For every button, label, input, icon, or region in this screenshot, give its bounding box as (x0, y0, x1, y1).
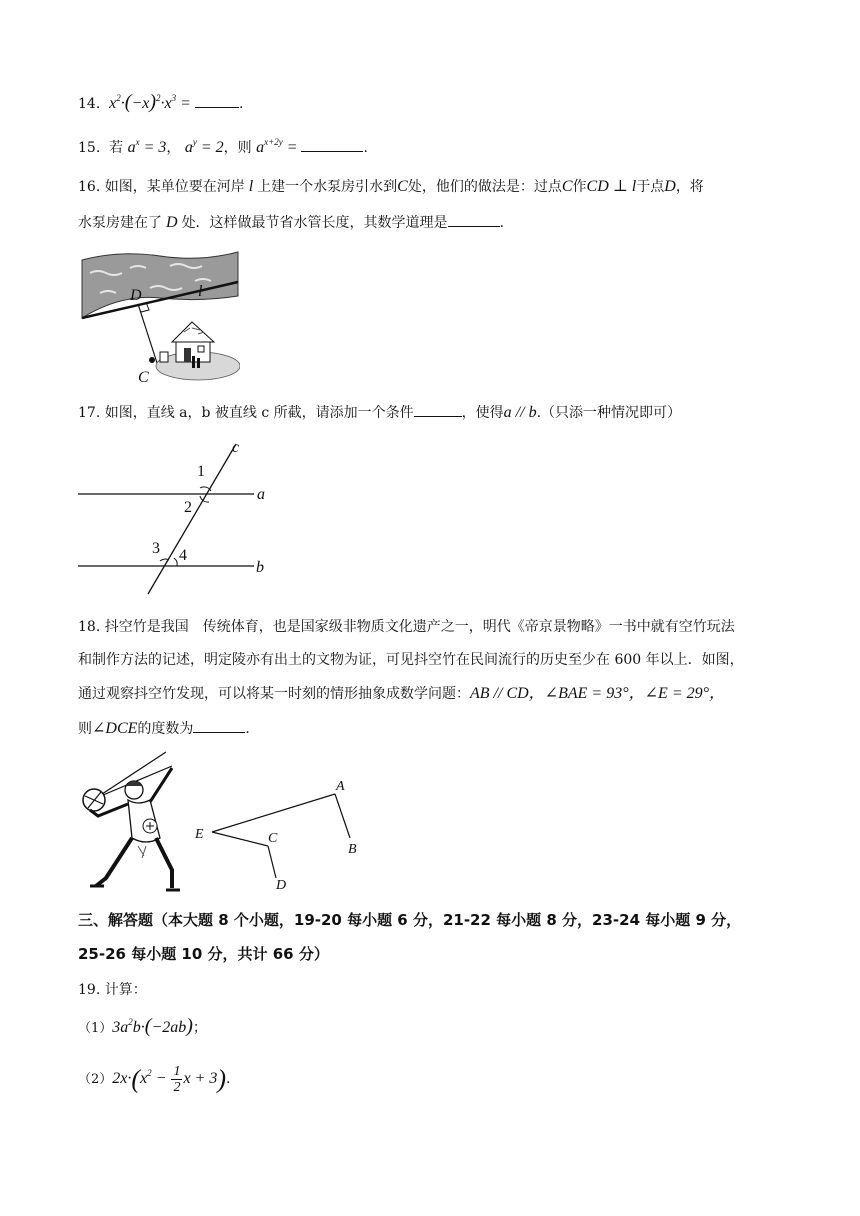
q16-text-f: ，将 (675, 179, 704, 195)
q18-number: 18. (78, 619, 101, 635)
q17-number: 17. (78, 405, 101, 421)
q16-text-c: 处，他们的做法是：过点 (407, 179, 562, 195)
q16-text-a: 如图，某单位要在河岸 (104, 179, 245, 195)
question-18-line-2 (78, 650, 744, 670)
q19-part-2-expression: $2x\cdot(x^2$ − $\frac{1}{2}$ x + 3) (112, 1064, 227, 1095)
q16-text-h: 处．这样做最节省水管长度，其数学道理是 (181, 215, 448, 231)
q19-part-2-tail: . (226, 1071, 231, 1088)
q15-if: 若 (109, 140, 124, 156)
q18-figure-diabolo-player (76, 746, 194, 894)
section-3-text-2: 25-26 每小题 10 分，共计 66 分） (78, 945, 329, 963)
q18-text-line2: 和制作方法的记述，明定陵亦有出土的文物为证，可见抖空竹在民间流行的历史至少在 600 年以上．如图， (78, 652, 744, 668)
q18-label-E: E (195, 827, 204, 842)
q16-D1: D (664, 178, 676, 195)
q18-text-line1: 抖空竹是我国 传统体育，也是国家级非物质文化遗产之一，明代《帝京景物略》一书中就有空竹玩法 (104, 619, 735, 635)
q17-label-b: b (256, 559, 264, 576)
q15-then: ，则 (223, 140, 252, 156)
q19-title: 计算： (104, 982, 147, 998)
q16-tail: . (499, 215, 505, 231)
section-3-heading-line-1 (78, 910, 741, 930)
q19-part-2-label: （2） (78, 1072, 113, 1088)
q16-label-C: C (138, 369, 149, 386)
question-17 (78, 402, 681, 423)
q16-l: l (244, 178, 258, 195)
q19-part-1 (78, 1016, 207, 1039)
q17-label-c: c (232, 439, 240, 456)
q17-answer-blank[interactable] (414, 402, 462, 417)
q17-figure-transversal (76, 436, 276, 598)
q16-text-d: 作 (572, 179, 587, 195)
q16-C1: C (397, 178, 408, 195)
question-19 (78, 980, 147, 1000)
q18-angle-DCE: ∠DCE (92, 720, 138, 737)
q16-figure-riverbank (80, 248, 240, 388)
q16-D2: D (162, 214, 182, 231)
q14-answer-blank[interactable] (195, 93, 239, 108)
q16-perp: CD ⊥ l (586, 178, 637, 195)
q15-cond-2: $a^y = 2$ (184, 137, 224, 156)
question-16-line-2 (78, 212, 504, 233)
q15-expression: $a^{x+2y}$ = (256, 137, 302, 156)
q18-tail: . (245, 721, 250, 737)
question-16-line-1 (78, 177, 704, 197)
q17-text-b: ，使得 (461, 405, 504, 421)
q16-number: 16. (78, 179, 101, 195)
q18-text-then: 则 (78, 721, 92, 737)
question-18-line-1 (78, 617, 735, 637)
q18-label-A: A (336, 779, 345, 794)
q19-part-1-tail: ； (192, 1020, 207, 1036)
q18-answer-blank[interactable] (193, 718, 245, 733)
q17-label-4: 4 (179, 547, 187, 564)
q18-conditions: AB // CD，∠BAE = 93°，∠E = 29°， (470, 685, 726, 702)
q17-label-a: a (257, 486, 265, 503)
section-3-text-1: 三、解答题（本大题 8 个小题，19-20 每小题 6 分，21-22 每小题 8 分，23-24 每小题 9 分， (78, 911, 742, 929)
q16-label-D: D (130, 287, 142, 304)
q16-label-l: l (198, 283, 203, 300)
q19-part-2 (78, 1064, 231, 1095)
q15-number: 15. (78, 140, 101, 156)
q19-part-1-label: （1） (78, 1021, 113, 1036)
q17-parallel: a // b (503, 404, 537, 421)
q16-text-b: 上建一个水泵房引水到 (257, 179, 398, 195)
q18-label-C: C (268, 831, 278, 846)
q14-tail: . (238, 96, 244, 112)
q17-label-3: 3 (152, 540, 160, 557)
q15-sep1: ， (166, 140, 181, 156)
question-18-line-3 (78, 684, 725, 704)
q18-figure-geometry (190, 776, 370, 894)
question-18-line-4 (78, 718, 250, 739)
section-3-heading-line-2 (78, 944, 329, 964)
q18-text-degree: 的度数为 (137, 721, 194, 737)
q19-number: 19. (78, 982, 101, 998)
q16-answer-blank[interactable] (448, 212, 500, 227)
q16-text-e: 于点 (636, 179, 665, 195)
q17-label-2: 2 (184, 499, 192, 516)
q16-C2: C (561, 178, 573, 195)
q16-text-g: 水泵房建在了 (78, 215, 162, 231)
q15-answer-blank[interactable] (301, 137, 363, 152)
q15-cond-1: $a^x = 3$ (127, 137, 167, 156)
q14-expression: $x^2\cdot(-x)^2\cdot x^3$ = (109, 91, 195, 113)
q18-label-D: D (276, 878, 287, 893)
q17-label-1: 1 (197, 463, 205, 480)
q17-text-c: .（只添一种情况即可） (536, 405, 682, 421)
question-15 (78, 137, 368, 158)
q19-fraction-half: $\frac{1}{2}$ (173, 1064, 181, 1095)
q18-text-line3: 通过观察抖空竹发现，可以将某一时刻的情形抽象成数学问题： (78, 686, 470, 702)
q14-number: 14. (78, 96, 101, 112)
q19-part-1-expression: $3a^2b\cdot(-2ab)$ (112, 1015, 193, 1037)
q18-label-B: B (348, 842, 357, 857)
q15-tail: . (363, 140, 368, 156)
question-14 (78, 92, 243, 114)
q17-text-a: 如图，直线 a，b 被直线 c 所截，请添加一个条件 (104, 405, 414, 421)
